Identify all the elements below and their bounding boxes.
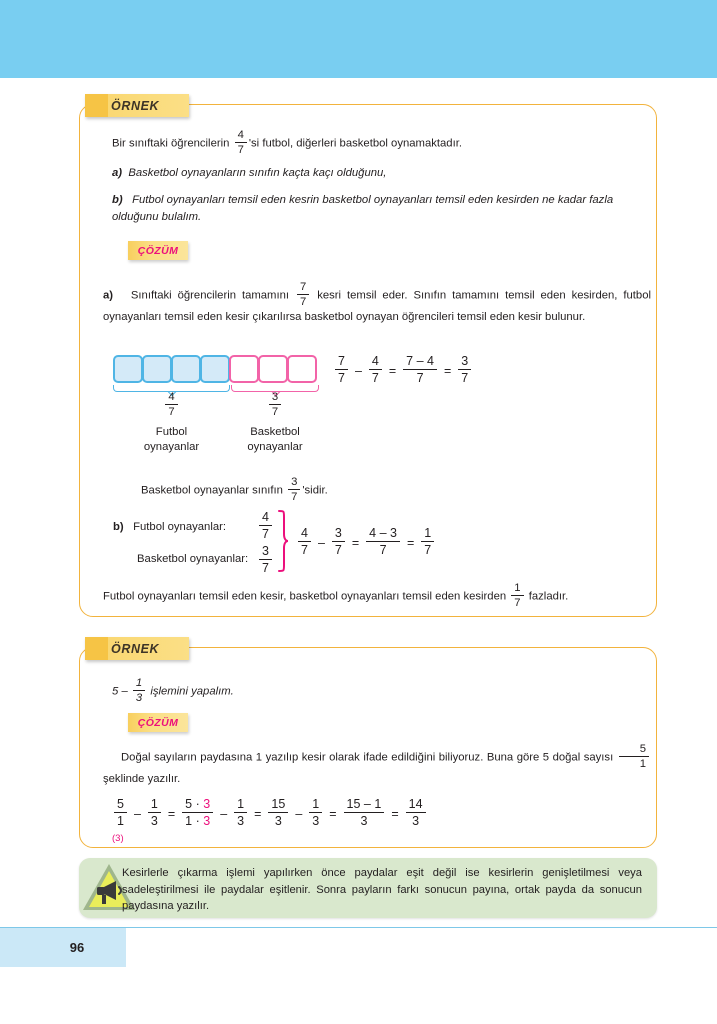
fraction-numerator: 5 <box>117 797 124 811</box>
example-2-prompt-minus: – <box>121 685 128 698</box>
fraction-denominator: 3 <box>274 814 282 828</box>
example-1-solution-tab <box>128 241 188 260</box>
example-2-tab <box>85 637 189 660</box>
fraction-numerator: 5 <box>639 743 647 755</box>
fraction-denominator: 7 <box>379 543 387 557</box>
eq2-expansion-note: (3) <box>112 833 124 844</box>
fraction-bar <box>114 812 127 813</box>
eq2-equals-3: = <box>329 806 337 821</box>
equation-a-equals-2: = <box>443 363 452 378</box>
example-1-b-marker: b) <box>113 521 124 533</box>
example-1-b-label-futbol: Futbol oynayanlar: <box>133 521 227 533</box>
example-1-result-a-pre: Basketbol oynayanlar sınıfın <box>141 484 283 497</box>
example-2-solution-tab-label: ÇÖZÜM <box>137 716 179 729</box>
equation-b-term-2 <box>332 526 345 557</box>
fraction-bar <box>182 812 213 813</box>
equation-b-term-4 <box>421 526 434 557</box>
fraction-numerator: 4 <box>301 526 308 540</box>
fraction-bar <box>165 404 177 405</box>
eq2-equals-4: = <box>391 806 399 821</box>
fraction-numerator: 4 <box>371 354 379 368</box>
equation-a-term-2 <box>369 354 382 385</box>
fraction-bar <box>298 541 311 542</box>
eq2-term3-den-pink: 3 <box>203 814 211 828</box>
example-1-item-b-text: Futbol oynayanları temsil eden kesrin basketbol oynayanları temsil eden kesirden ne kadar fazla olduğunu bulalım. <box>112 194 614 223</box>
eq2-op-3: – <box>295 806 303 821</box>
example-1-solution-a-marker: a) <box>103 289 114 302</box>
fraction-denominator: 7 <box>168 406 175 418</box>
example-1-prompt <box>112 130 632 157</box>
example-2-solution-post: şeklinde yazılır. <box>103 773 181 785</box>
equation-b-equals-1: = <box>351 535 360 550</box>
example-2-prompt <box>112 678 234 705</box>
page-header-band <box>0 0 717 78</box>
bar-cell-pink <box>287 355 317 383</box>
fraction-denominator: 7 <box>334 543 342 557</box>
pink-group-caption-2: oynayanlar <box>247 441 303 453</box>
fraction-numerator: 14 <box>408 797 423 811</box>
bar-cell-pink <box>258 355 288 383</box>
fraction-denominator: 3 <box>360 814 368 828</box>
page-number-box <box>0 928 126 967</box>
pink-group-caption-1: Basketbol <box>250 426 300 438</box>
blue-group-caption-2: oynayanlar <box>143 441 200 453</box>
fraction-bar <box>235 142 247 143</box>
fraction-numerator: 3 <box>334 526 342 540</box>
example-1-item-a-text: Basketbol oynayanların sınıfın kaçta kaçı olduğunu, <box>128 167 387 179</box>
example-1-solution-a-fraction <box>297 281 309 308</box>
eq2-equals-1: = <box>167 806 176 821</box>
bar-cell-blue <box>142 355 172 383</box>
fraction-bar <box>406 812 426 813</box>
fraction-denominator: 1 <box>639 758 647 770</box>
fraction-bar <box>335 369 348 370</box>
fraction-bar <box>148 812 161 813</box>
fraction-bar-model-diagram <box>113 355 316 395</box>
eq2-term3-num-plain: 5 · <box>185 797 200 811</box>
fraction-numerator: 3 <box>461 354 469 368</box>
eq2-term3-num-pink: 3 <box>203 797 211 811</box>
fraction-denominator: 3 <box>412 814 420 828</box>
pink-curly-brace-icon <box>277 510 289 572</box>
example-1-b-fraction-futbol <box>257 511 274 542</box>
bar-cell-blue <box>113 355 143 383</box>
fraction-numerator: 15 <box>271 797 286 811</box>
bar-cell-pink <box>229 355 259 383</box>
example-2-solution-pre: Doğal sayıların paydasına 1 yazılıp kesir olarak ifade edildiğini biliyoruz. Buna göre 5 doğal sayısı <box>121 751 614 764</box>
fraction-numerator: 3 <box>291 476 298 488</box>
example-2-solution-tab <box>128 713 188 732</box>
fraction-bar <box>234 812 247 813</box>
equation-b-term-3 <box>366 526 400 557</box>
eq2-term-6 <box>309 797 322 828</box>
blue-group-fraction <box>165 391 177 418</box>
fraction-bar <box>619 756 649 757</box>
fraction-numerator: 1 <box>237 797 245 811</box>
equation-a-term-4 <box>458 354 471 385</box>
fraction-denominator: 1 <box>117 814 124 828</box>
example-1-solution-a <box>103 282 651 326</box>
example-1-result-a-post: 'sidir. <box>302 484 328 497</box>
fraction-denominator: 7 <box>416 371 424 385</box>
fraction-denominator: 7 <box>371 371 379 385</box>
fraction-numerator: 7 <box>338 354 345 368</box>
fraction-denominator: 7 <box>262 527 269 541</box>
fraction-denominator: 7 <box>271 406 279 418</box>
eq2-op-2: – <box>220 806 228 821</box>
fraction-bar <box>309 812 322 813</box>
equation-a-term-1 <box>335 354 348 385</box>
fraction-numerator: 4 <box>262 510 269 524</box>
example-2-prompt-fraction <box>133 677 145 704</box>
fraction-bar <box>403 369 437 370</box>
fraction-denominator: 3 <box>312 814 320 828</box>
fraction-numerator: 1 <box>312 797 320 811</box>
fraction-denominator: 7 <box>262 561 269 575</box>
eq2-term-5 <box>268 797 288 828</box>
fraction-bar <box>458 369 471 370</box>
pink-group-fraction <box>269 391 281 418</box>
fraction-denominator: 7 <box>299 296 307 308</box>
example-1-item-b-marker: b) <box>112 194 123 206</box>
fraction-numerator: 3 <box>262 544 269 558</box>
example-1-conclusion <box>103 583 651 610</box>
fraction-bar <box>133 690 145 691</box>
example-1-b-fraction-basketbol <box>257 545 274 576</box>
equation-a-term-3 <box>403 354 437 385</box>
fraction-numerator: 1 <box>424 526 432 540</box>
bar-model-cells <box>113 355 316 383</box>
example-2-solution-fraction <box>619 743 649 770</box>
page-number: 96 <box>69 940 85 955</box>
example-1-prompt-pre: Bir sınıftaki öğrencilerin <box>112 137 230 150</box>
fraction-bar <box>269 404 281 405</box>
example-2-equation <box>112 798 428 829</box>
example-1-conclusion-post: fazladır. <box>528 590 569 603</box>
example-2-solution-text <box>103 744 651 788</box>
fraction-bar <box>297 294 309 295</box>
fraction-bar <box>421 541 434 542</box>
example-1-result-a <box>141 477 541 504</box>
example-1-conclusion-pre: Futbol oynayanları temsil eden kesir, basketbol oynayanları temsil eden kesirden <box>103 590 507 603</box>
info-callout-text: Kesirlerle çıkarma işlemi yapılırken önce paydalar eşit değil ise kesirlerin genişletilmesi veya sadeleştirilmesi ile paydalar eşitlenir. Sonra payların farkı sonucun payına, ortak payda da sonucun paydasına yazılır. <box>122 867 642 912</box>
eq2-term-1 <box>114 797 127 828</box>
equation-b-term-1 <box>298 526 311 557</box>
eq2-term3-den-plain: 1 · <box>185 814 200 828</box>
fraction-numerator: 7 <box>299 281 307 293</box>
example-1-solution-a-post: kesri temsil eder. Sınıfın tamamını temsil eden kesirden, futbol oynayanları temsil eden kesir çıkarılırsa basketbol oynayan öğrencileri temsil eden kesir bulunur. <box>103 289 652 323</box>
example-1-solution-a-pre: Sınıftaki öğrencilerin tamamını <box>130 289 290 302</box>
eq2-term-4 <box>234 797 247 828</box>
example-1-prompt-post: 'si futbol, diğerleri basketbol oynamaktadır. <box>248 137 463 150</box>
eq2-term-2 <box>148 797 161 828</box>
fraction-bar <box>511 595 523 596</box>
example-1-b-label-basketbol: Basketbol oynayanlar: <box>137 553 249 565</box>
fraction-numerator: 15 – 1 <box>346 797 382 811</box>
example-1-item-b-row-1 <box>113 519 226 536</box>
eq2-term-3 <box>182 797 213 828</box>
fraction-denominator: 7 <box>338 371 345 385</box>
fraction-bar <box>369 369 382 370</box>
fraction-numerator: 3 <box>271 391 279 403</box>
bar-model-blue-label <box>113 392 230 455</box>
fraction-bar <box>332 541 345 542</box>
fraction-denominator: 7 <box>514 597 521 609</box>
example-1-item-a <box>112 165 632 182</box>
fraction-denominator: 3 <box>150 814 158 828</box>
fraction-numerator: 1 <box>135 677 143 689</box>
example-1-item-b-row-2 <box>137 551 248 568</box>
equation-b-minus: – <box>317 535 325 550</box>
fraction-denominator: 7 <box>424 543 432 557</box>
eq2-equals-2: = <box>254 806 262 821</box>
eq2-op-1: – <box>133 806 141 821</box>
eq2-term-7 <box>344 797 385 828</box>
fraction-numerator: 4 – 3 <box>369 526 397 540</box>
fraction-denominator: 7 <box>301 543 308 557</box>
equation-a-minus: – <box>354 363 362 378</box>
bar-cell-blue <box>200 355 230 383</box>
example-1-result-a-fraction <box>288 476 300 503</box>
fraction-denominator: 7 <box>237 144 244 156</box>
fraction-numerator <box>182 797 213 811</box>
example-1-item-b <box>112 192 646 226</box>
example-1-equation-a <box>333 355 473 386</box>
fraction-numerator: 4 <box>168 391 175 403</box>
fraction-denominator <box>182 814 213 828</box>
bar-cell-blue <box>171 355 201 383</box>
blue-group-caption-1: Futbol <box>155 426 188 438</box>
fraction-numerator: 1 <box>514 582 521 594</box>
bar-model-pink-label <box>231 392 319 455</box>
fraction-bar <box>259 559 272 560</box>
fraction-numerator: 1 <box>150 797 158 811</box>
fraction-numerator: 7 – 4 <box>406 354 434 368</box>
example-1-item-a-marker: a) <box>112 167 123 179</box>
equation-a-equals-1: = <box>388 363 397 378</box>
fraction-bar <box>259 525 272 526</box>
example-1-solution-tab-label: ÇÖZÜM <box>137 244 179 257</box>
fraction-numerator: 4 <box>237 129 244 141</box>
example-1-equation-b <box>296 527 436 558</box>
example-2-prompt-whole: 5 <box>112 685 119 698</box>
example-1-tab-label: ÖRNEK <box>111 98 160 113</box>
fraction-bar <box>366 541 400 542</box>
fraction-bar <box>268 812 288 813</box>
example-1-prompt-fraction <box>235 129 247 156</box>
eq2-term-8 <box>406 797 426 828</box>
fraction-bar <box>288 489 300 490</box>
fraction-denominator: 7 <box>461 371 469 385</box>
example-2-tab-label: ÖRNEK <box>111 641 160 656</box>
example-1-conclusion-fraction <box>511 582 523 609</box>
example-1-tab <box>85 94 189 117</box>
fraction-denominator: 7 <box>291 491 298 503</box>
fraction-bar <box>344 812 385 813</box>
equation-b-equals-2: = <box>406 535 415 550</box>
fraction-denominator: 3 <box>135 692 143 704</box>
fraction-denominator: 3 <box>237 814 245 828</box>
example-2-prompt-post: işlemini yapalım. <box>150 685 234 698</box>
